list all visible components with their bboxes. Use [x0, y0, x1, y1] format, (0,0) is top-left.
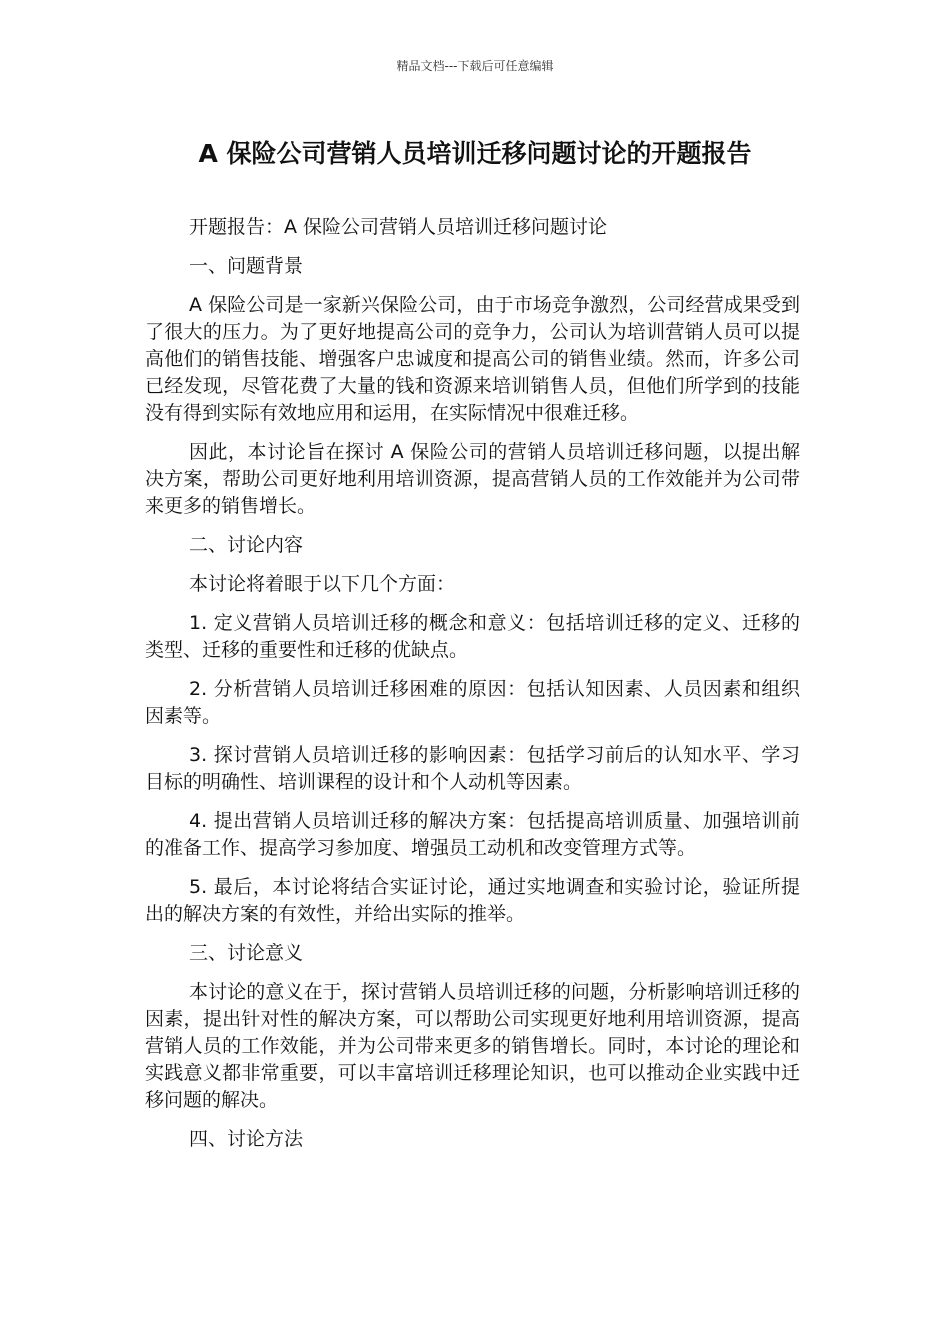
- section-heading-significance: 三、讨论意义: [189, 942, 304, 964]
- background-paragraph-1: A 保险公司是一家新兴保险公司，由于市场竞争激烈，公司经营成果受到了很大的压力。为了更好地提高公司的竞争力，公司认为培训营销人员可以提高他们的销售技能、增强客户忠诚度和提高公司的销售业绩。然而，许多公司已经发现，尽管花费了大量的钱和资源来培训销售人员，但他们所学到的技能没有得到实际有效地应用和运用，在实际情况中很难迁移。: [145, 294, 800, 424]
- content-item-1: 1. 定义营销人员培训迁移的概念和意义：包括培训迁移的定义、迁移的类型、迁移的重要性和迁移的优缺点。: [145, 612, 800, 661]
- content-item-3: 3. 探讨营销人员培训迁移的影响因素：包括学习前后的认知水平、学习目标的明确性、培训课程的设计和个人动机等因素。: [145, 744, 800, 793]
- content-item-5: 5. 最后，本讨论将结合实证讨论，通过实地调查和实验讨论，验证所提出的解决方案的有效性，并给出实际的推举。: [145, 876, 800, 925]
- document-body: [145, 214, 800, 1165]
- significance-paragraph: 本讨论的意义在于，探讨营销人员培训迁移的问题，分析影响培训迁移的因素，提出针对性的解决方案，可以帮助公司实现更好地利用培训资源，提高营销人员的工作效能，并为公司带来更多的销售增长。同时，本讨论的理论和实践意义都非常重要，可以丰富培训迁移理论知识，也可以推动企业实践中迁移问题的解决。: [145, 981, 800, 1111]
- content-intro: 本讨论将着眼于以下几个方面：: [189, 573, 456, 595]
- report-subtitle: 开题报告：A 保险公司营销人员培训迁移问题讨论: [189, 216, 608, 238]
- section-heading-background: 一、问题背景: [189, 255, 304, 277]
- content-item-2: 2. 分析营销人员培训迁移困难的原因：包括认知因素、人员因素和组织因素等。: [145, 678, 800, 727]
- background-paragraph-2: 因此，本讨论旨在探讨 A 保险公司的营销人员培训迁移问题，以提出解决方案，帮助公司更好地利用培训资源，提高营销人员的工作效能并为公司带来更多的销售增长。: [145, 441, 800, 517]
- section-heading-content: 二、讨论内容: [189, 534, 304, 556]
- document-title: A 保险公司营销人员培训迁移问题讨论的开题报告: [198, 139, 752, 168]
- section-heading-methods: 四、讨论方法: [189, 1128, 304, 1150]
- header-note: 精品文档---下载后可任意编辑: [396, 59, 554, 73]
- content-item-4: 4. 提出营销人员培训迁移的解决方案：包括提高培训质量、加强培训前的准备工作、提高学习参加度、增强员工动机和改变管理方式等。: [145, 810, 800, 859]
